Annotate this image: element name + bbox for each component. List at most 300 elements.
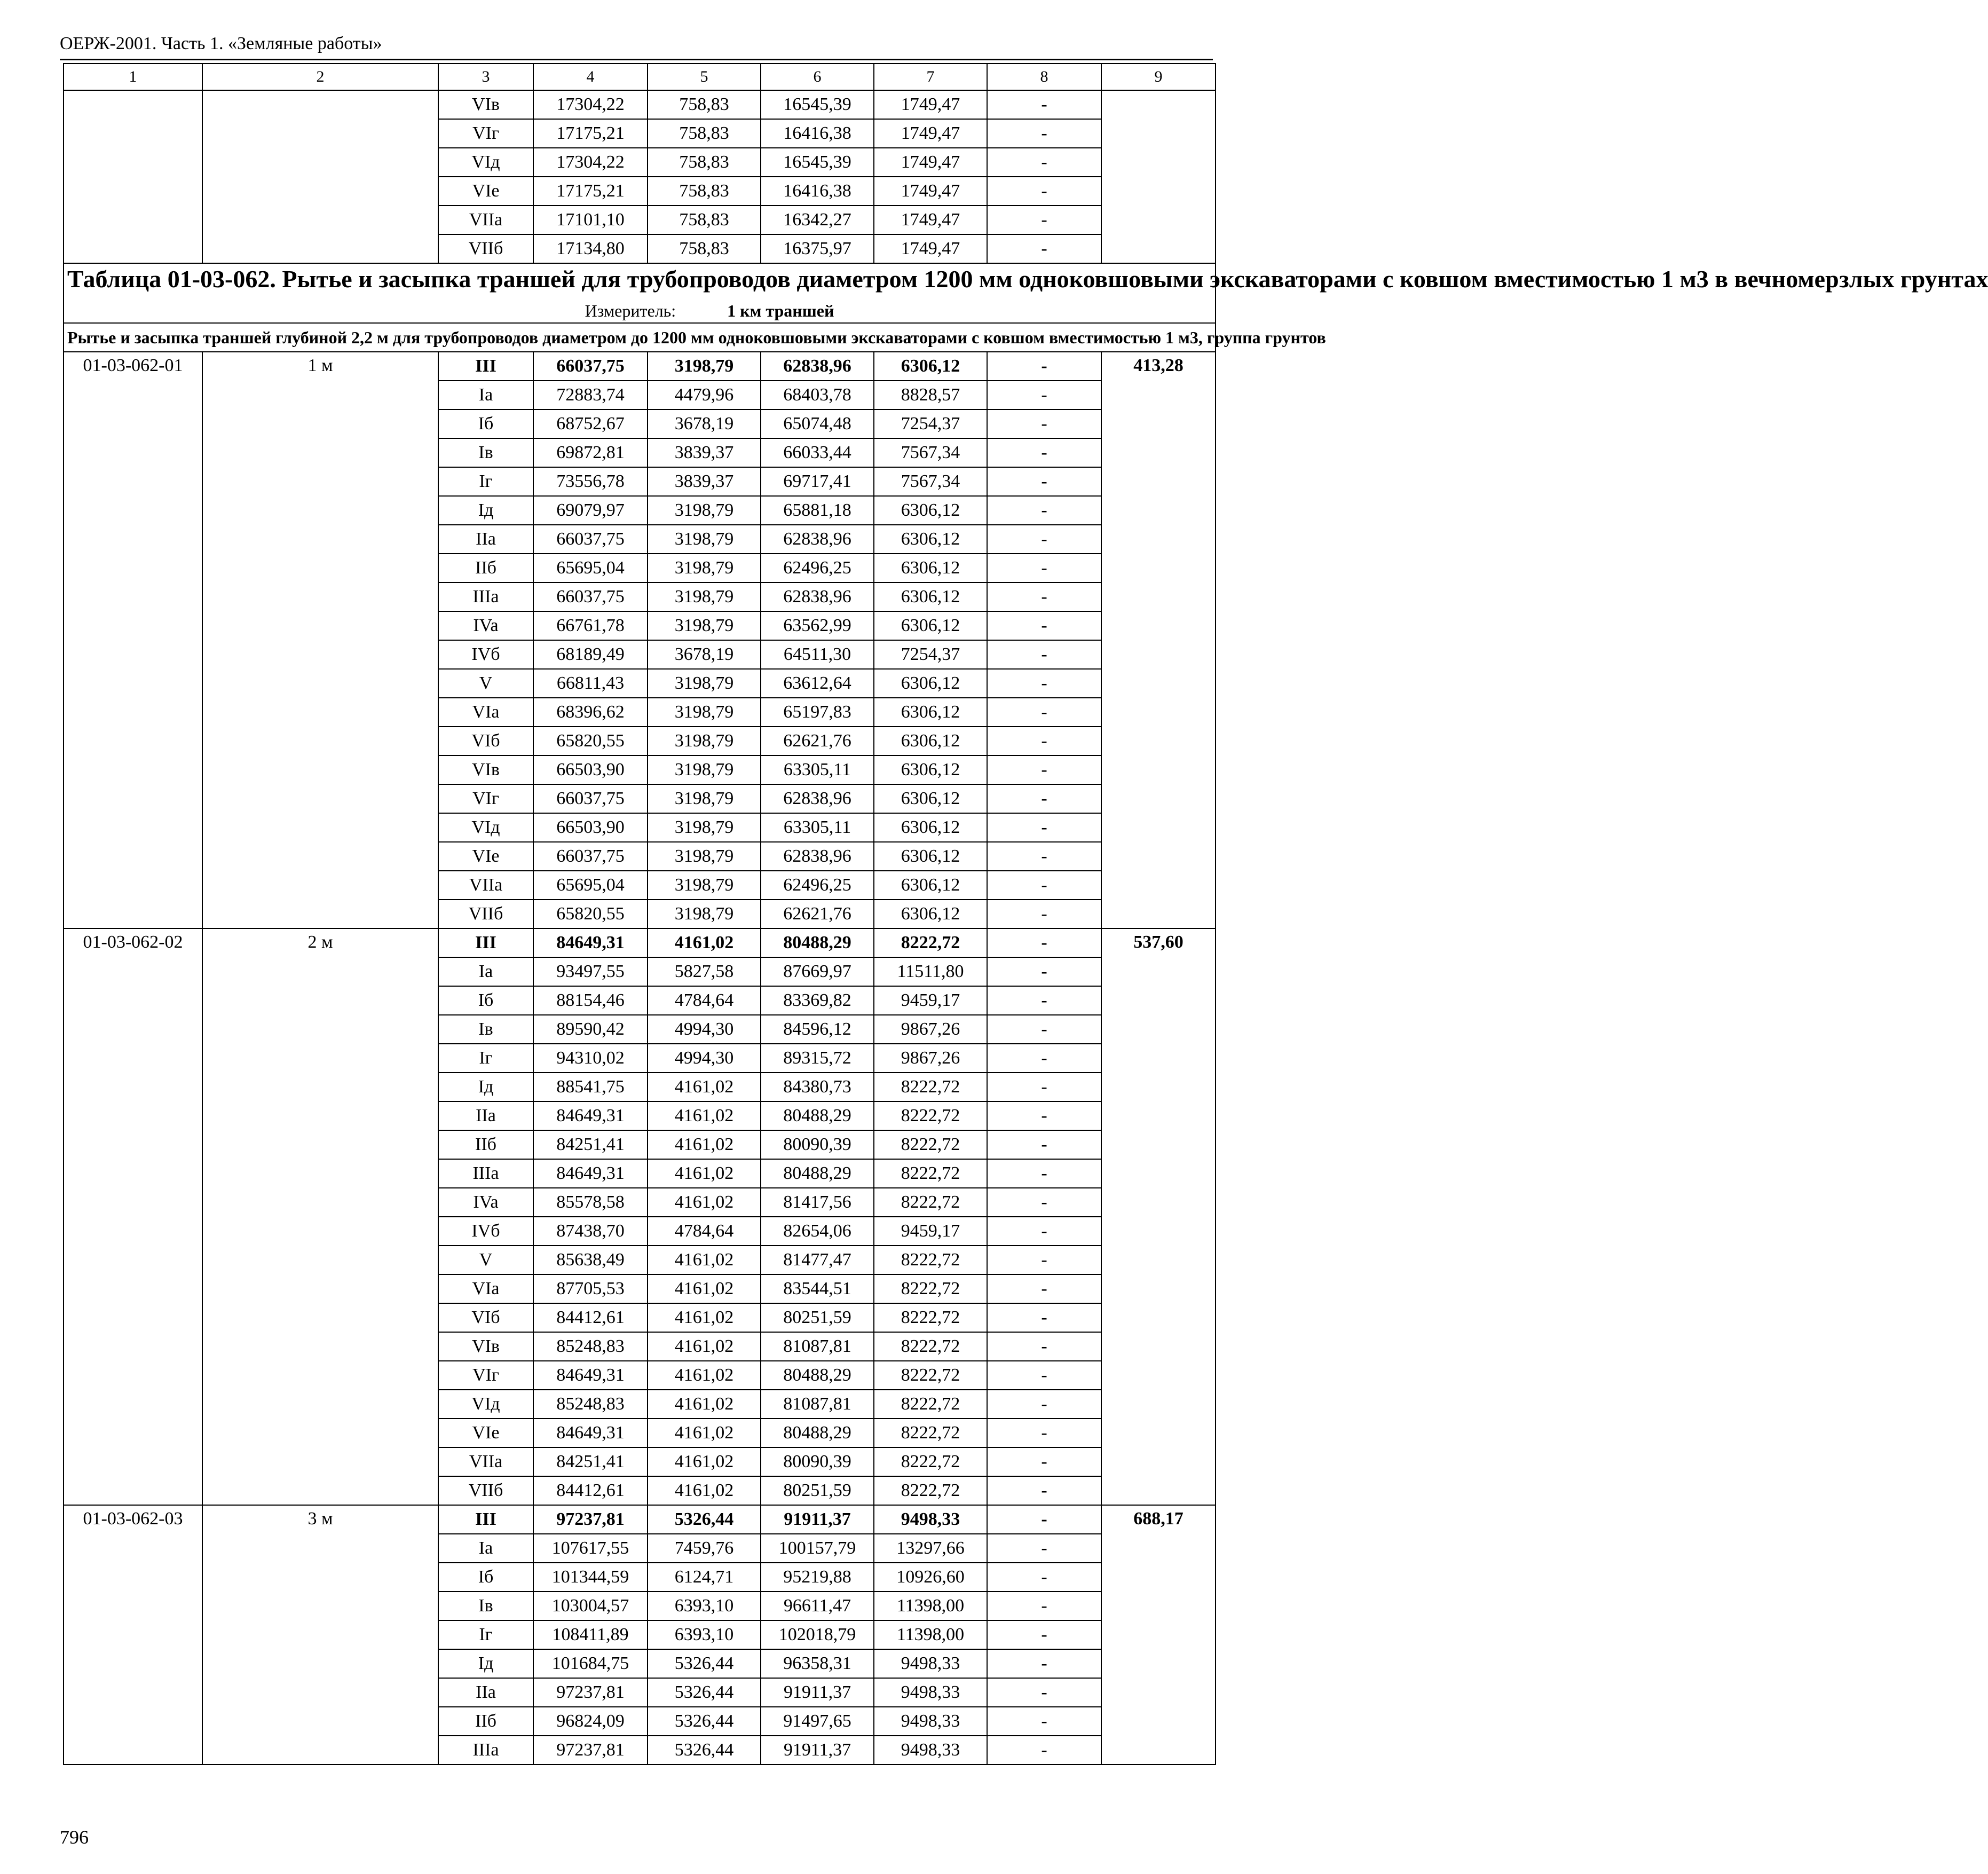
value-cell: 3198,79: [648, 582, 761, 611]
value-cell: -: [987, 1073, 1101, 1101]
value-cell: 5326,44: [648, 1736, 761, 1765]
value-cell: -: [987, 525, 1101, 554]
value-cell: 91911,37: [761, 1736, 874, 1765]
soil-group-cell: Iб: [438, 1563, 533, 1592]
value-cell: 9498,33: [874, 1736, 987, 1765]
table-title-cell: [64, 263, 1988, 323]
table-title-row: [64, 263, 1216, 323]
value-cell: -: [987, 1447, 1101, 1476]
value-cell: 3198,79: [648, 871, 761, 900]
soil-group-cell: Iв: [438, 1592, 533, 1620]
value-cell: 6306,12: [874, 784, 987, 813]
soil-group-cell: VIг: [438, 119, 533, 148]
value-cell: 3198,79: [648, 496, 761, 525]
value-cell: -: [987, 119, 1101, 148]
table-title: Таблица 01-03-062. Рытье и засыпка траншей для трубопроводов диаметром 1200 мм одноковшовыми экскаваторами с ковшом вместимостью 1 м3 в вечномерзлых грунтах: [67, 265, 1988, 293]
value-cell: 97237,81: [533, 1505, 648, 1534]
total-cell: [1101, 90, 1216, 263]
code-cell: 01-03-062-02: [64, 928, 202, 1505]
value-cell: 91911,37: [761, 1678, 874, 1707]
soil-group-cell: IIIa: [438, 1736, 533, 1765]
soil-group-cell: IIa: [438, 525, 533, 554]
value-cell: 9459,17: [874, 1217, 987, 1246]
value-cell: 81417,56: [761, 1188, 874, 1217]
value-cell: 3198,79: [648, 784, 761, 813]
value-cell: 6306,12: [874, 496, 987, 525]
value-cell: 6124,71: [648, 1563, 761, 1592]
soil-group-cell: Iг: [438, 467, 533, 496]
value-cell: 3198,79: [648, 698, 761, 727]
soil-group-cell: IIб: [438, 1130, 533, 1159]
value-cell: -: [987, 1649, 1101, 1678]
value-cell: 102018,79: [761, 1620, 874, 1649]
value-cell: -: [987, 1678, 1101, 1707]
table-row: [64, 928, 1216, 957]
value-cell: 80488,29: [761, 1101, 874, 1130]
value-cell: 62496,25: [761, 554, 874, 582]
value-cell: 6306,12: [874, 842, 987, 871]
value-cell: 101344,59: [533, 1563, 648, 1592]
code-cell: 01-03-062-03: [64, 1505, 202, 1765]
value-cell: 3678,19: [648, 640, 761, 669]
soil-group-cell: VIв: [438, 755, 533, 784]
soil-group-cell: Iд: [438, 1649, 533, 1678]
value-cell: 6306,12: [874, 727, 987, 755]
value-cell: 4161,02: [648, 1246, 761, 1274]
table-row: [64, 352, 1216, 381]
soil-group-cell: VIIa: [438, 1447, 533, 1476]
value-cell: 3839,37: [648, 438, 761, 467]
value-cell: 97237,81: [533, 1736, 648, 1765]
value-cell: 8222,72: [874, 1332, 987, 1361]
value-cell: -: [987, 1707, 1101, 1736]
value-cell: 62621,76: [761, 727, 874, 755]
value-cell: 6306,12: [874, 871, 987, 900]
value-cell: -: [987, 611, 1101, 640]
soil-group-cell: VIa: [438, 698, 533, 727]
value-cell: 3198,79: [648, 525, 761, 554]
column-number: 9: [1101, 64, 1216, 90]
column-number: 3: [438, 64, 533, 90]
value-cell: 4994,30: [648, 1015, 761, 1044]
value-cell: 13297,66: [874, 1534, 987, 1563]
value-cell: 80488,29: [761, 1159, 874, 1188]
soil-group-cell: VIe: [438, 842, 533, 871]
value-cell: 3198,79: [648, 554, 761, 582]
value-cell: -: [987, 1044, 1101, 1073]
value-cell: 63562,99: [761, 611, 874, 640]
value-cell: 63305,11: [761, 813, 874, 842]
value-cell: 96824,09: [533, 1707, 648, 1736]
value-cell: 6393,10: [648, 1592, 761, 1620]
value-cell: 3198,79: [648, 611, 761, 640]
soil-group-cell: Iг: [438, 1044, 533, 1073]
value-cell: -: [987, 381, 1101, 410]
value-cell: 66811,43: [533, 669, 648, 698]
value-cell: 96358,31: [761, 1649, 874, 1678]
value-cell: 11398,00: [874, 1620, 987, 1649]
value-cell: -: [987, 1274, 1101, 1303]
value-cell: 3198,79: [648, 900, 761, 928]
value-cell: 100157,79: [761, 1534, 874, 1563]
value-cell: 4161,02: [648, 1159, 761, 1188]
value-cell: 17304,22: [533, 148, 648, 177]
value-cell: 62496,25: [761, 871, 874, 900]
value-cell: 62838,96: [761, 784, 874, 813]
value-cell: -: [987, 1303, 1101, 1332]
soil-group-cell: Ia: [438, 957, 533, 986]
value-cell: -: [987, 438, 1101, 467]
value-cell: 69079,97: [533, 496, 648, 525]
value-cell: -: [987, 148, 1101, 177]
value-cell: -: [987, 177, 1101, 206]
total-cell: 413,28: [1101, 352, 1216, 928]
value-cell: 6306,12: [874, 900, 987, 928]
soil-group-cell: VIд: [438, 148, 533, 177]
value-cell: 68189,49: [533, 640, 648, 669]
soil-group-cell: Ia: [438, 1534, 533, 1563]
value-cell: 64511,30: [761, 640, 874, 669]
value-cell: 68752,67: [533, 410, 648, 438]
value-cell: 8222,72: [874, 1188, 987, 1217]
value-cell: 103004,57: [533, 1592, 648, 1620]
soil-group-cell: IIa: [438, 1101, 533, 1130]
value-cell: 8222,72: [874, 1073, 987, 1101]
soil-group-cell: VIд: [438, 1390, 533, 1419]
value-cell: 88541,75: [533, 1073, 648, 1101]
value-cell: 16545,39: [761, 148, 874, 177]
value-cell: 8222,72: [874, 1159, 987, 1188]
soil-group-cell: IIIa: [438, 582, 533, 611]
soil-group-cell: VIг: [438, 1361, 533, 1390]
value-cell: 69717,41: [761, 467, 874, 496]
value-cell: -: [987, 813, 1101, 842]
value-cell: 5326,44: [648, 1678, 761, 1707]
soil-group-cell: Iг: [438, 1620, 533, 1649]
soil-group-cell: VIб: [438, 1303, 533, 1332]
soil-group-cell: VIIa: [438, 871, 533, 900]
soil-group-cell: VIe: [438, 177, 533, 206]
column-number: 7: [874, 64, 987, 90]
value-cell: 80251,59: [761, 1476, 874, 1505]
value-cell: 3839,37: [648, 467, 761, 496]
value-cell: 17134,80: [533, 234, 648, 263]
value-cell: 7254,37: [874, 640, 987, 669]
value-cell: 80488,29: [761, 928, 874, 957]
value-cell: -: [987, 1736, 1101, 1765]
page-number: 796: [60, 1826, 89, 1848]
value-cell: 4161,02: [648, 1303, 761, 1332]
value-cell: 1749,47: [874, 90, 987, 119]
value-cell: -: [987, 1130, 1101, 1159]
value-cell: -: [987, 496, 1101, 525]
value-cell: 758,83: [648, 148, 761, 177]
table-body: [64, 64, 1988, 1765]
value-cell: 65074,48: [761, 410, 874, 438]
value-cell: 73556,78: [533, 467, 648, 496]
soil-group-cell: IIб: [438, 1707, 533, 1736]
value-cell: 83369,82: [761, 986, 874, 1015]
soil-group-cell: Iд: [438, 1073, 533, 1101]
value-cell: 80488,29: [761, 1361, 874, 1390]
value-cell: 84649,31: [533, 1361, 648, 1390]
value-cell: 4161,02: [648, 1390, 761, 1419]
value-cell: -: [987, 928, 1101, 957]
value-cell: 17175,21: [533, 119, 648, 148]
value-cell: 62838,96: [761, 525, 874, 554]
value-cell: 62621,76: [761, 900, 874, 928]
value-cell: 8222,72: [874, 928, 987, 957]
value-cell: 96611,47: [761, 1592, 874, 1620]
column-number: 6: [761, 64, 874, 90]
value-cell: 9867,26: [874, 1044, 987, 1073]
soil-group-cell: VIe: [438, 1419, 533, 1447]
soil-group-cell: IIб: [438, 554, 533, 582]
value-cell: 17304,22: [533, 90, 648, 119]
price-table: [63, 63, 1988, 1765]
value-cell: 68396,62: [533, 698, 648, 727]
value-cell: 66037,75: [533, 784, 648, 813]
value-cell: 68403,78: [761, 381, 874, 410]
value-cell: 84251,41: [533, 1130, 648, 1159]
page-header: ОЕРЖ-2001. Часть 1. «Земляные работы»: [60, 34, 382, 53]
value-cell: 81087,81: [761, 1332, 874, 1361]
value-cell: 66761,78: [533, 611, 648, 640]
value-cell: -: [987, 234, 1101, 263]
soil-group-cell: IIa: [438, 1678, 533, 1707]
value-cell: 107617,55: [533, 1534, 648, 1563]
value-cell: -: [987, 1361, 1101, 1390]
value-cell: 85248,83: [533, 1390, 648, 1419]
value-cell: -: [987, 640, 1101, 669]
value-cell: 16545,39: [761, 90, 874, 119]
value-cell: 11511,80: [874, 957, 987, 986]
value-cell: 82654,06: [761, 1217, 874, 1246]
value-cell: 87438,70: [533, 1217, 648, 1246]
soil-group-cell: VIa: [438, 1274, 533, 1303]
value-cell: -: [987, 698, 1101, 727]
value-cell: 91497,65: [761, 1707, 874, 1736]
value-cell: 1749,47: [874, 206, 987, 234]
value-cell: 85248,83: [533, 1332, 648, 1361]
value-cell: 4784,64: [648, 1217, 761, 1246]
value-cell: 94310,02: [533, 1044, 648, 1073]
value-cell: 108411,89: [533, 1620, 648, 1649]
value-cell: 83544,51: [761, 1274, 874, 1303]
value-cell: 5326,44: [648, 1649, 761, 1678]
value-cell: -: [987, 1592, 1101, 1620]
soil-group-cell: VIб: [438, 727, 533, 755]
value-cell: -: [987, 957, 1101, 986]
value-cell: 1749,47: [874, 177, 987, 206]
total-cell: 537,60: [1101, 928, 1216, 1505]
value-cell: 9459,17: [874, 986, 987, 1015]
soil-group-cell: IIIa: [438, 1159, 533, 1188]
value-cell: 65881,18: [761, 496, 874, 525]
value-cell: -: [987, 900, 1101, 928]
value-cell: 84412,61: [533, 1303, 648, 1332]
value-cell: 80090,39: [761, 1447, 874, 1476]
soil-group-cell: VIIб: [438, 1476, 533, 1505]
value-cell: -: [987, 1101, 1101, 1130]
value-cell: 17101,10: [533, 206, 648, 234]
soil-group-cell: Iв: [438, 1015, 533, 1044]
depth-cell: 3 м: [202, 1505, 438, 1765]
value-cell: 6306,12: [874, 669, 987, 698]
value-cell: 85578,58: [533, 1188, 648, 1217]
value-cell: -: [987, 986, 1101, 1015]
value-cell: 8222,72: [874, 1361, 987, 1390]
soil-group-cell: VIIб: [438, 234, 533, 263]
value-cell: 91911,37: [761, 1505, 874, 1534]
value-cell: 8222,72: [874, 1419, 987, 1447]
value-cell: 6306,12: [874, 352, 987, 381]
soil-group-cell: IVa: [438, 611, 533, 640]
soil-group-cell: III: [438, 928, 533, 957]
value-cell: 9867,26: [874, 1015, 987, 1044]
value-cell: 65695,04: [533, 871, 648, 900]
soil-group-cell: VIд: [438, 813, 533, 842]
value-cell: 4161,02: [648, 1130, 761, 1159]
value-cell: 9498,33: [874, 1505, 987, 1534]
value-cell: 9498,33: [874, 1707, 987, 1736]
value-cell: 6306,12: [874, 554, 987, 582]
measure-value: 1 км траншей: [727, 301, 834, 320]
value-cell: 7459,76: [648, 1534, 761, 1563]
soil-group-cell: VIг: [438, 784, 533, 813]
value-cell: 6306,12: [874, 582, 987, 611]
value-cell: 65820,55: [533, 727, 648, 755]
value-cell: 7254,37: [874, 410, 987, 438]
value-cell: 9498,33: [874, 1649, 987, 1678]
column-number: 5: [648, 64, 761, 90]
value-cell: -: [987, 669, 1101, 698]
value-cell: 84412,61: [533, 1476, 648, 1505]
value-cell: -: [987, 1159, 1101, 1188]
code-cell: 01-03-062-01: [64, 352, 202, 928]
value-cell: 85638,49: [533, 1246, 648, 1274]
soil-group-cell: Iв: [438, 438, 533, 467]
depth-cell: [202, 90, 438, 263]
table-row: [64, 90, 1216, 119]
total-cell: 688,17: [1101, 1505, 1216, 1765]
soil-group-cell: VIв: [438, 90, 533, 119]
value-cell: 8222,72: [874, 1303, 987, 1332]
value-cell: 16416,38: [761, 119, 874, 148]
value-cell: 7567,34: [874, 438, 987, 467]
measure-label: Измеритель:: [585, 301, 676, 320]
value-cell: 66033,44: [761, 438, 874, 467]
soil-group-cell: Ia: [438, 381, 533, 410]
depth-cell: 1 м: [202, 352, 438, 928]
value-cell: 8222,72: [874, 1390, 987, 1419]
value-cell: -: [987, 727, 1101, 755]
value-cell: -: [987, 1188, 1101, 1217]
value-cell: -: [987, 1246, 1101, 1274]
value-cell: 758,83: [648, 177, 761, 206]
value-cell: 6393,10: [648, 1620, 761, 1649]
value-cell: 66503,90: [533, 755, 648, 784]
value-cell: 16342,27: [761, 206, 874, 234]
value-cell: -: [987, 1620, 1101, 1649]
value-cell: 66037,75: [533, 842, 648, 871]
column-number: 1: [64, 64, 202, 90]
value-cell: -: [987, 554, 1101, 582]
soil-group-cell: V: [438, 1246, 533, 1274]
value-cell: 4161,02: [648, 1073, 761, 1101]
code-cell: [64, 90, 202, 263]
value-cell: 1749,47: [874, 119, 987, 148]
value-cell: 17175,21: [533, 177, 648, 206]
value-cell: 4161,02: [648, 1101, 761, 1130]
value-cell: 8222,72: [874, 1274, 987, 1303]
value-cell: 8222,72: [874, 1101, 987, 1130]
value-cell: -: [987, 784, 1101, 813]
value-cell: 101684,75: [533, 1649, 648, 1678]
value-cell: 5827,58: [648, 957, 761, 986]
value-cell: 758,83: [648, 119, 761, 148]
value-cell: -: [987, 467, 1101, 496]
value-cell: 89590,42: [533, 1015, 648, 1044]
value-cell: 65820,55: [533, 900, 648, 928]
value-cell: 80488,29: [761, 1419, 874, 1447]
value-cell: 4784,64: [648, 986, 761, 1015]
value-cell: 65197,83: [761, 698, 874, 727]
value-cell: -: [987, 871, 1101, 900]
value-cell: 3198,79: [648, 669, 761, 698]
value-cell: 3198,79: [648, 352, 761, 381]
value-cell: 1749,47: [874, 148, 987, 177]
value-cell: 80251,59: [761, 1303, 874, 1332]
value-cell: 84649,31: [533, 928, 648, 957]
value-cell: 65695,04: [533, 554, 648, 582]
table-row: [64, 1505, 1216, 1534]
value-cell: -: [987, 1563, 1101, 1592]
soil-group-cell: VIв: [438, 1332, 533, 1361]
value-cell: -: [987, 1476, 1101, 1505]
value-cell: 4161,02: [648, 1332, 761, 1361]
value-cell: 66037,75: [533, 352, 648, 381]
value-cell: -: [987, 1505, 1101, 1534]
value-cell: 87669,97: [761, 957, 874, 986]
value-cell: 4161,02: [648, 1419, 761, 1447]
value-cell: 80090,39: [761, 1130, 874, 1159]
soil-group-cell: Iб: [438, 410, 533, 438]
value-cell: 3678,19: [648, 410, 761, 438]
value-cell: 84251,41: [533, 1447, 648, 1476]
value-cell: 4994,30: [648, 1044, 761, 1073]
value-cell: 88154,46: [533, 986, 648, 1015]
value-cell: -: [987, 90, 1101, 119]
value-cell: 4161,02: [648, 1361, 761, 1390]
measure-line: [67, 299, 1212, 322]
soil-group-cell: III: [438, 1505, 533, 1534]
value-cell: 62838,96: [761, 842, 874, 871]
value-cell: 3198,79: [648, 813, 761, 842]
value-cell: 8222,72: [874, 1476, 987, 1505]
value-cell: 4161,02: [648, 1476, 761, 1505]
soil-group-cell: III: [438, 352, 533, 381]
value-cell: -: [987, 842, 1101, 871]
value-cell: 8222,72: [874, 1447, 987, 1476]
value-cell: 62838,96: [761, 352, 874, 381]
value-cell: 93497,55: [533, 957, 648, 986]
value-cell: 4161,02: [648, 1188, 761, 1217]
soil-group-cell: VIIa: [438, 206, 533, 234]
value-cell: 66037,75: [533, 525, 648, 554]
value-cell: 3198,79: [648, 755, 761, 784]
value-cell: 16375,97: [761, 234, 874, 263]
